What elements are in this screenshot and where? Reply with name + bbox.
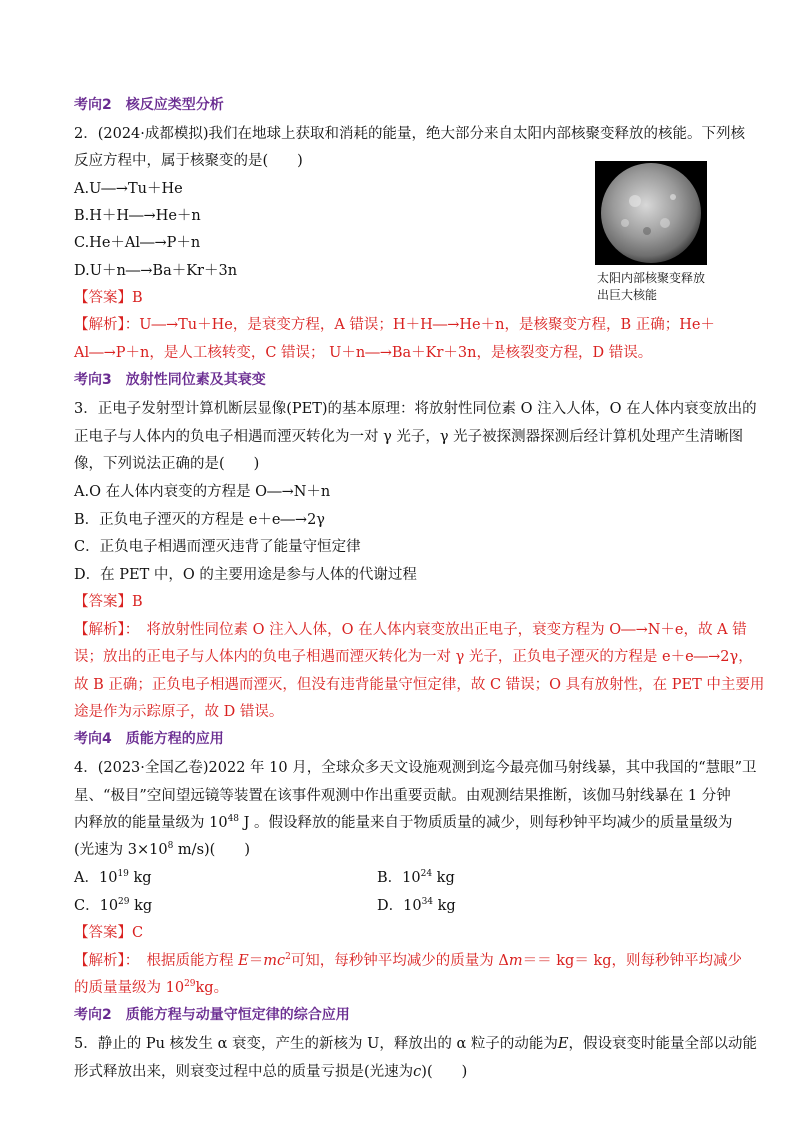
question-stem: 3．正电子发射型计算机断层显像(PET)的基本原理：将放射性同位素 O 注入人体，O 在人体内衰变放出的 [74, 401, 757, 417]
question-stem: 内释放的能量量级为 $10^{48}$ J 。假设释放的能量来自于物质质量的减少，则每秒钟平均减少的质量量级为 [74, 814, 733, 831]
section-heading: 考向2 核反应类型分析 [74, 97, 224, 113]
option-a: A.O 在人体内衰变的方程是 O―→N＋n [74, 484, 331, 500]
option-b: B．$10^{24}$ kg [377, 869, 455, 886]
question-stem: 反应方程中，属于核聚变的是( ) [74, 153, 303, 169]
answer-label: 【答案】B [74, 594, 143, 610]
analysis-text: 的质量量级为 $10^{29}kg$。 [74, 979, 229, 996]
option-c: C.He＋Al―→P＋n [74, 235, 201, 251]
option-b: B.H＋H―→He＋n [74, 208, 201, 224]
question-stem: 4．(2023·全国乙卷)2022 年 10 月，全球众多天文设施观测到迄今最亮伽马射线暴，其中我国的“慧眼”卫 [74, 760, 757, 776]
analysis-text: 【解析】： 将放射性同位素 O 注入人体，O 在人体内衰变放出正电子，衰变方程为 O―→N＋e，故 A 错 [74, 622, 747, 638]
question-stem: 5．静止的 Pu 核发生 α 衰变，产生的新核为 U，释放出的 α 粒子的动能为E，假设衰变时能量全部以动能 [74, 1036, 757, 1052]
image-caption: 太阳内部核聚变释放出巨大核能 [597, 271, 706, 302]
option-row [74, 868, 455, 888]
question-stem: 星、“极目”空间望远镜等装置在该事件观测中作出重要贡献。由观测结果推断，该伽马射线暴在 1 分钟 [74, 788, 731, 804]
analysis-text: Al―→P＋n，是人工核转变，C 错误； U＋n―→Ba＋Kr＋3n，是核裂变方程，D 错误。 [74, 345, 653, 361]
answer-label: 【答案】B [74, 290, 143, 306]
question-stem: 2．(2024·成都模拟)我们在地球上获取和消耗的能量，绝大部分来自太阳内部核聚变释放的核能。下列核 [74, 126, 746, 142]
question-stem: 正电子与人体内的负电子相遇而湮灭转化为一对 γ 光子，γ 光子被探测器探测后经计算机处理产生清晰图 [74, 429, 744, 445]
option-a: A．$10^{19}$ kg [74, 869, 152, 886]
question-stem: (光速为 $3\times 10^8$ m/s)( ) [74, 841, 250, 858]
analysis-text: 误；放出的正电子与人体内的负电子相遇而湮灭转化为一对 γ 光子，正负电子湮灭的方程是 e＋e―→2γ， [74, 649, 753, 665]
option-d: D.U＋n―→Ba＋Kr＋3n [74, 263, 238, 279]
option-c: C．正负电子相遇而湮灭违背了能量守恒定律 [74, 539, 361, 555]
option-a: A.U―→Tu＋He [74, 181, 183, 197]
section-heading: 考向3 放射性同位素及其衰变 [74, 372, 266, 388]
question-stem: 形式释放出来，则衰变过程中总的质量亏损是(光速为c)( ) [74, 1064, 468, 1080]
option-d: D．$10^{34}$ kg [377, 897, 456, 914]
sun-image [595, 161, 707, 265]
analysis-text: 途是作为示踪原子，故 D 错误。 [74, 704, 284, 720]
option-c: C．$10^{29}$ kg [74, 897, 153, 914]
option-d: D．在 PET 中，O 的主要用途是参与人体的代谢过程 [74, 567, 417, 583]
analysis-text: 故 B 正确；正负电子相遇而湮灭，但没有违背能量守恒定律，故 C 错误；O 具有放射性，在 PET 中主要用 [74, 677, 765, 693]
question-stem: 像，下列说法正确的是( ) [74, 456, 260, 472]
option-b: B．正负电子湮灭的方程是 e＋e―→2γ [74, 512, 325, 528]
section-heading: 考向4 质能方程的应用 [74, 731, 224, 747]
answer-label: 【答案】C [74, 925, 144, 941]
sun-icon [595, 161, 707, 265]
analysis-text: 【解析】：U―→Tu＋He，是衰变方程，A 错误；H＋H―→He＋n，是核聚变方程，B 正确；He＋ [74, 317, 715, 333]
analysis-text: 【解析】： 根据质能方程 $E=mc^2$可知，每秒钟平均减少的质量为 Δm＝＝ kg＝ kg，则每秒钟平均减少 [74, 952, 743, 969]
section-heading: 考向2 质能方程与动量守恒定律的综合应用 [74, 1007, 350, 1023]
option-row [74, 896, 456, 916]
